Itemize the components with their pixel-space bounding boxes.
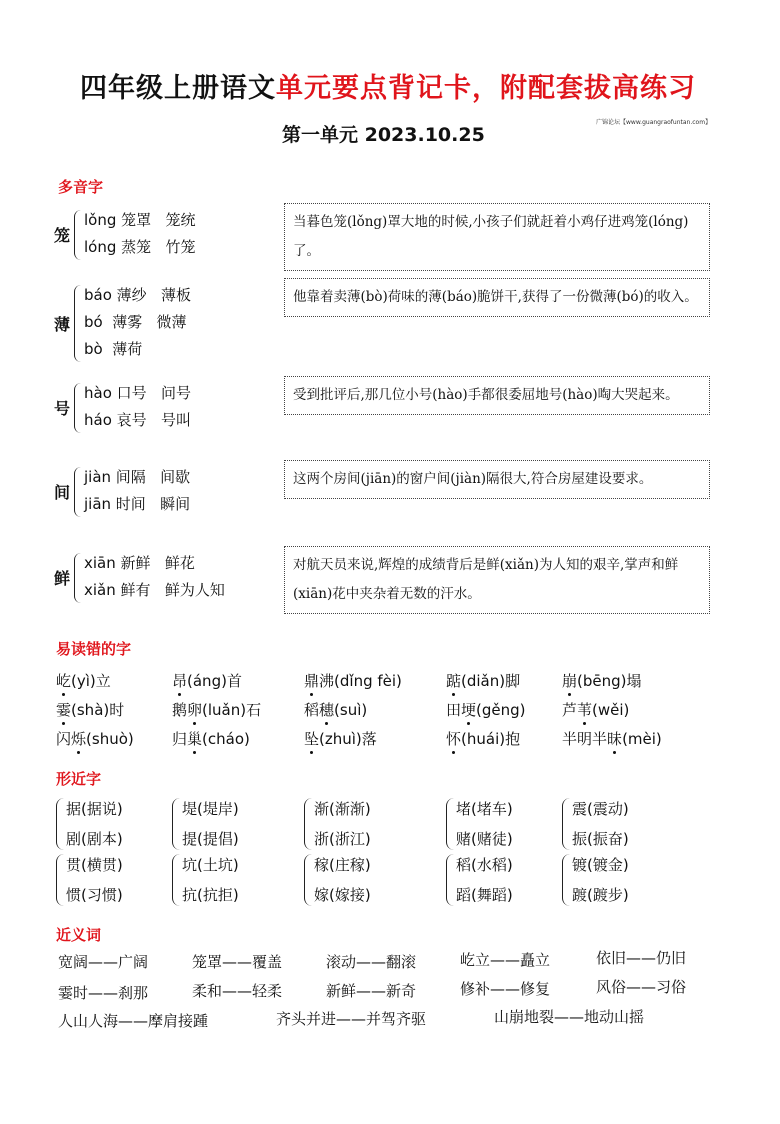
polyphonic-brace bbox=[74, 553, 81, 603]
synonym-pair: 宽阔——广阔 bbox=[58, 953, 149, 971]
similar-pair bbox=[304, 850, 371, 910]
similar-pair bbox=[446, 850, 513, 910]
similar-pair bbox=[562, 850, 629, 910]
similar-brace bbox=[56, 854, 64, 906]
synonym-pair: 人山人海——摩肩接踵 bbox=[58, 1012, 209, 1030]
polyphonic-brace bbox=[74, 383, 81, 433]
unit-subtitle: 第一单元 2023.10.25 bbox=[282, 124, 485, 146]
synonym-pair: 柔和——轻柔 bbox=[192, 982, 283, 1000]
polyphonic-reading: jiàn 间隔 间歇 bbox=[84, 468, 191, 486]
misread-item: 崩(bēng)塌 bbox=[562, 672, 642, 690]
polyphonic-char: 鲜 bbox=[54, 569, 71, 588]
polyphonic-char: 笼 bbox=[54, 226, 71, 245]
polyphonic-reading: bó 薄雾 微薄 bbox=[84, 313, 187, 331]
similar-brace bbox=[172, 798, 180, 850]
synonym-pair: 笼罩——覆盖 bbox=[192, 953, 283, 971]
similar-word: 剧(剧本) bbox=[66, 830, 123, 848]
polyphonic-char: 间 bbox=[54, 483, 71, 502]
similar-word: 堤(堤岸) bbox=[182, 800, 239, 818]
misread-item: 鼎沸(dǐng fèi) bbox=[304, 672, 402, 690]
polyphonic-brace bbox=[74, 467, 81, 517]
synonym-pair: 山崩地裂——地动山摇 bbox=[494, 1008, 645, 1026]
misread-item: 闪烁(shuò) bbox=[56, 730, 134, 748]
misread-item: 坠(zhuì)落 bbox=[304, 730, 377, 748]
polyphonic-reading: lóng 蒸笼 竹笼 bbox=[84, 238, 196, 256]
similar-word: 稼(庄稼) bbox=[314, 856, 371, 874]
similar-pair bbox=[56, 794, 123, 854]
similar-word: 振(振奋) bbox=[572, 830, 629, 848]
example-sentence-box: 对航天员来说,辉煌的成绩背后是鲜(xiǎn)为人知的艰辛,掌声和鲜(xiān)花中夹杂着无数的汗水。 bbox=[284, 546, 710, 614]
section-polyphonic: 多音字 bbox=[58, 178, 104, 196]
similar-word: 渐(渐渐) bbox=[314, 800, 371, 818]
similar-pair bbox=[172, 794, 239, 854]
misread-item: 田埂(gěng) bbox=[446, 701, 526, 719]
synonym-pair: 风俗——习俗 bbox=[596, 978, 687, 996]
polyphonic-reading: xiān 新鲜 鲜花 bbox=[84, 554, 195, 572]
similar-word: 据(据说) bbox=[66, 800, 123, 818]
similar-pair bbox=[446, 794, 513, 854]
similar-brace bbox=[562, 798, 570, 850]
similar-word: 震(震动) bbox=[572, 800, 629, 818]
synonym-pair: 修补——修复 bbox=[460, 980, 551, 998]
similar-pair bbox=[56, 850, 123, 910]
polyphonic-reading: báo 薄纱 薄板 bbox=[84, 286, 191, 304]
polyphonic-reading: hào 口号 问号 bbox=[84, 384, 191, 402]
misread-item: 鹅卵(luǎn)石 bbox=[172, 701, 262, 719]
misread-item: 归巢(cháo) bbox=[172, 730, 250, 748]
similar-word: 坑(土坑) bbox=[182, 856, 239, 874]
polyphonic-reading: xiǎn 鲜有 鲜为人知 bbox=[84, 581, 225, 599]
synonym-pair: 新鲜——新奇 bbox=[326, 982, 417, 1000]
example-sentence-box: 受到批评后,那几位小号(hào)手都很委屈地号(hào)啕大哭起来。 bbox=[284, 376, 710, 415]
synonym-pair: 滚动——翻滚 bbox=[326, 953, 417, 971]
similar-word: 镀(镀金) bbox=[572, 856, 629, 874]
misread-item: 怀(huái)抱 bbox=[446, 730, 521, 748]
example-sentence-box: 这两个房间(jiān)的窗户间(jiàn)隔很大,符合房屋建设要求。 bbox=[284, 460, 710, 499]
synonym-pair: 齐头并进——并驾齐驱 bbox=[276, 1010, 427, 1028]
polyphonic-reading: jiān 时间 瞬间 bbox=[84, 495, 191, 513]
similar-brace bbox=[304, 854, 312, 906]
similar-word: 赌(赌徒) bbox=[456, 830, 513, 848]
misread-item: 半明半昧(mèi) bbox=[562, 730, 662, 748]
example-sentence-box: 他靠着卖薄(bò)荷味的薄(báo)脆饼干,获得了一份微薄(bó)的收入。 bbox=[284, 278, 710, 317]
misread-item: 屹(yì)立 bbox=[56, 672, 111, 690]
example-sentence-box: 当暮色笼(lǒng)罩大地的时候,小孩子们就赶着小鸡仔进鸡笼(lóng)了。 bbox=[284, 203, 710, 271]
misread-item: 芦苇(wěi) bbox=[562, 701, 630, 719]
similar-brace bbox=[446, 798, 454, 850]
similar-word: 浙(浙江) bbox=[314, 830, 371, 848]
page-title bbox=[80, 66, 696, 105]
misread-item: 昂(áng)首 bbox=[172, 672, 242, 690]
section-similar: 形近字 bbox=[56, 770, 102, 788]
title-red: 单元要点背记卡，附配套拔高练习 bbox=[276, 73, 696, 104]
polyphonic-brace bbox=[74, 210, 81, 260]
misread-item: 霎(shà)时 bbox=[56, 701, 125, 719]
synonym-pair: 屹立——矗立 bbox=[460, 951, 551, 969]
similar-word: 抗(抗拒) bbox=[182, 886, 239, 904]
polyphonic-reading: háo 哀号 号叫 bbox=[84, 411, 191, 429]
misread-item: 稻穗(suì) bbox=[304, 701, 368, 719]
watermark: 广锦论坛【www.guangraofuntan.com】 bbox=[596, 119, 712, 126]
polyphonic-brace bbox=[74, 285, 81, 362]
similar-word: 贯(横贯) bbox=[66, 856, 123, 874]
similar-brace bbox=[304, 798, 312, 850]
similar-word: 提(提倡) bbox=[182, 830, 239, 848]
similar-brace bbox=[56, 798, 64, 850]
title-black: 四年级上册语文 bbox=[80, 73, 276, 104]
similar-word: 堵(堵车) bbox=[456, 800, 513, 818]
polyphonic-reading: bò 薄荷 bbox=[84, 340, 143, 358]
section-synonyms: 近义词 bbox=[56, 926, 102, 944]
polyphonic-char: 薄 bbox=[54, 314, 71, 334]
synonym-pair: 依旧——仍旧 bbox=[596, 949, 687, 967]
similar-word: 蹈(舞蹈) bbox=[456, 886, 513, 904]
similar-pair bbox=[304, 794, 371, 854]
similar-word: 嫁(嫁接) bbox=[314, 886, 371, 904]
polyphonic-reading: lǒng 笼罩 笼统 bbox=[84, 211, 196, 229]
similar-brace bbox=[172, 854, 180, 906]
similar-brace bbox=[446, 854, 454, 906]
similar-brace bbox=[562, 854, 570, 906]
misread-item: 踮(diǎn)脚 bbox=[446, 672, 521, 690]
similar-pair bbox=[172, 850, 239, 910]
similar-word: 惯(习惯) bbox=[66, 886, 123, 904]
similar-word: 踱(踱步) bbox=[572, 886, 629, 904]
polyphonic-char: 号 bbox=[54, 399, 71, 418]
synonym-pair: 霎时——刹那 bbox=[58, 984, 149, 1002]
similar-word: 稻(水稻) bbox=[456, 856, 513, 874]
section-misread: 易读错的字 bbox=[56, 640, 132, 658]
similar-pair bbox=[562, 794, 629, 854]
